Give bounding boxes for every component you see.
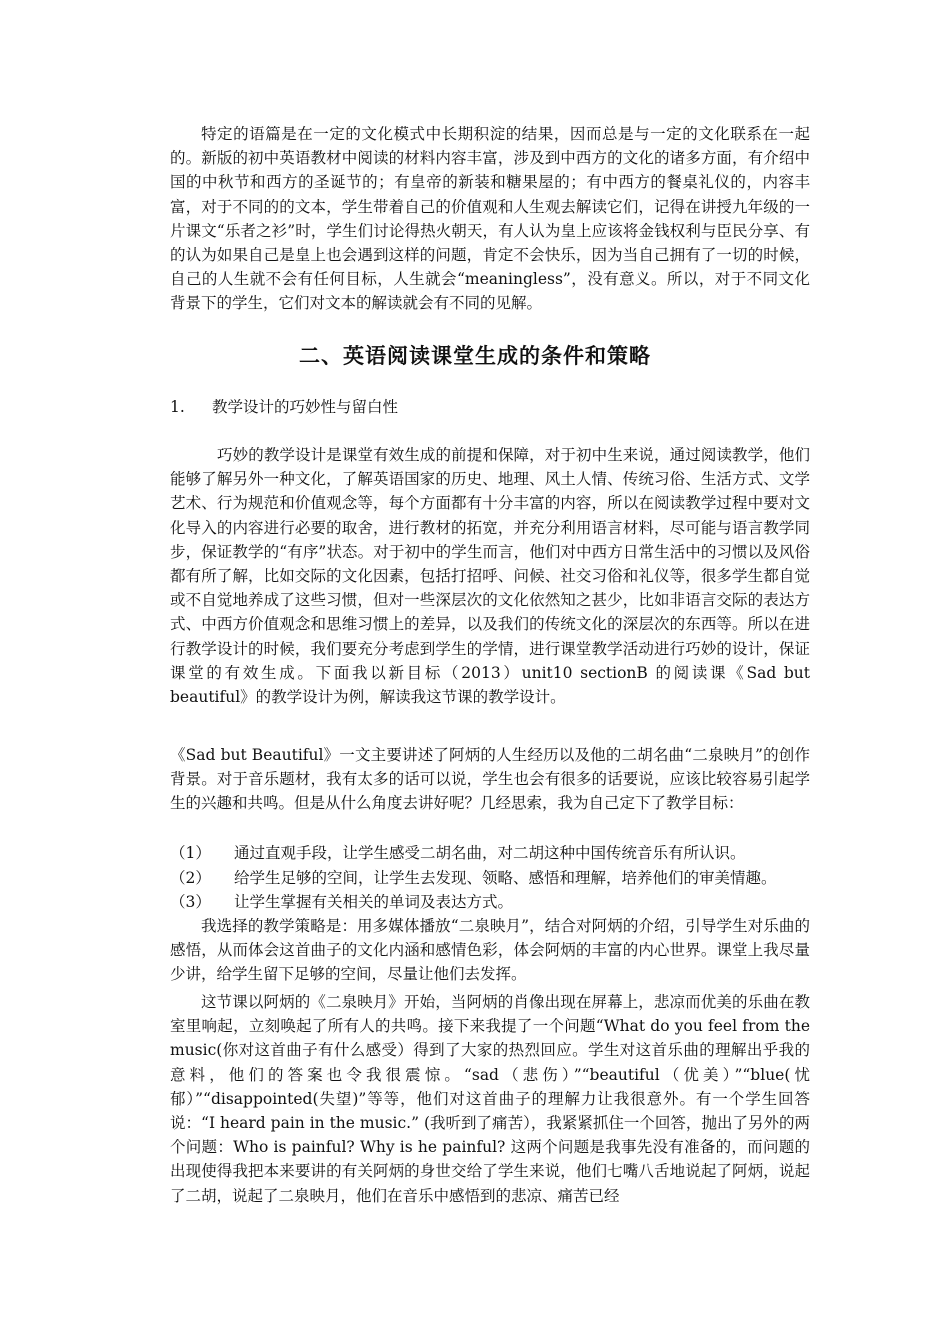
paragraph-lesson-intro: 《Sad but Beautiful》一文主要讲述了阿炳的人生经历以及他的二胡名曲“二泉映月”的创作背景。对于音乐题材，我有太多的话可以说，学生也会有很多的话要说，应该比较容易引起学生的兴趣和共鸣。但是从什么角度去讲好呢？几经思索，我为自己定下了教学目标： — [170, 746, 810, 813]
list-marker: （1） — [170, 844, 211, 862]
objectives-list — [170, 841, 820, 915]
paragraph-lesson-narrative: 这节课以阿炳的《二泉映月》开始，当阿炳的肖像出现在屏幕上，悲凉而优美的乐曲在教室里响起，立刻唤起了所有人的共鸣。接下来我提了一个问题“What do you feel from the music(你对这首曲子有什么感受）得到了大家的热烈回应。学生对这首乐曲的理解出乎我的意料，他们的答案也令我很震惊。“sad（悲伤）”“beautiful（优美）”“blue(忧郁）”“disappointed(失望)”等等，他们对这首曲子的理解力让我很意外。有一个学生回答说：“I heard pain in the music.” (我听到了痛苦），我紧紧抓住一个回答，抛出了另外的两个问题：Who is painful? Why is he painful? 这两个问题是我事先没有准备的，而问题的出现使得我把本来要讲的有关阿炳的身世交给了学生来说，他们七嘴八舌地说起了阿炳，说起了二胡，说起了二泉映月，他们在音乐中感悟到的悲凉、痛苦已经 — [170, 993, 810, 1205]
subheading-text: 教学设计的巧妙性与留白性 — [212, 398, 399, 416]
subheading — [170, 395, 398, 417]
list-item — [170, 841, 820, 866]
list-marker: （2） — [170, 868, 211, 887]
list-marker: （3） — [170, 893, 211, 911]
section-heading: 二、英语阅读课堂生成的条件和策略 — [299, 344, 651, 368]
list-item-text: 通过直观手段，让学生感受二胡名曲，对二胡这种中国传统音乐有所认识。 — [234, 844, 746, 862]
list-item-text: 让学生掌握有关相关的单词及表达方式。 — [234, 893, 514, 911]
paragraph-teaching-strategy: 我选择的教学策略是：用多媒体播放“二泉映月”，结合对阿炳的介绍，引导学生对乐曲的感悟，从而体会这首曲子的文化内涵和感情色彩，体会阿炳的丰富的内心世界。课堂上我尽量少讲，给学生留下足够的空间，尽量让他们去发挥。 — [170, 917, 810, 984]
paragraph-culture-context: 特定的语篇是在一定的文化模式中长期积淀的结果，因而总是与一定的文化联系在一起的。新版的初中英语教材中阅读的材料内容丰富，涉及到中西方的文化的诸多方面，有介绍中国的中秋节和西方的圣诞节的；有皇帝的新装和糖果屋的；有中西方的餐桌礼仪的，内容丰富，对于不同的的文本，学生带着自己的价值观和人生观去解读它们，记得在讲授九年级的一片课文“乐者之衫”时，学生们讨论得热火朝天，有人认为皇上应该将金钱权利与臣民分享、有的认为如果自己是皇上也会遇到这样的问题，肯定不会快乐，因为当自己拥有了一切的时候，自己的人生就不会有任何目标，人生就会“meaningless”，没有意义。所以，对于不同文化背景下的学生，它们对文本的解读就会有不同的见解。 — [170, 125, 810, 313]
paragraph-teaching-design: 巧妙的教学设计是课堂有效生成的前提和保障，对于初中生来说，通过阅读教学，他们能够了解另外一种文化，了解英语国家的历史、地理、风土人情、传统习俗、生活方式、文学艺术、行为规范和价值观念等，每个方面都有十分丰富的内容，所以在阅读教学过程中要对文化导入的内容进行必要的取舍，进行教材的拓宽，并充分利用语言材料，尽可能与语言教学同步，保证教学的“有序”状态。对于初中的学生而言，他们对中西方日常生活中的习惯以及风俗都有所了解，比如交际的文化因素，包括打招呼、问候、社交习俗和礼仪等，很多学生都自觉或不自觉地养成了这些习惯，但对一些深层次的文化依然知之甚少，比如非语言交际的表达方式、中西方价值观念和思维习惯上的差异，以及我们的传统文化的深层次的东西等。所以在进行教学设计的时候，我们要充分考虑到学生的学情，进行课堂教学活动进行巧妙的设计，保证课堂的有效生成。下面我以新目标（2013）unit10 sectionB 的阅读课《Sad but beautiful》的教学设计为例，解读我这节课的教学设计。 — [170, 446, 810, 707]
list-item-text: 给学生足够的空间，让学生去发现、领略、感悟和理解，培养他们的审美情趣。 — [234, 868, 777, 887]
subheading-number: 1. — [170, 398, 185, 416]
list-item — [170, 866, 820, 891]
list-item — [170, 890, 820, 915]
